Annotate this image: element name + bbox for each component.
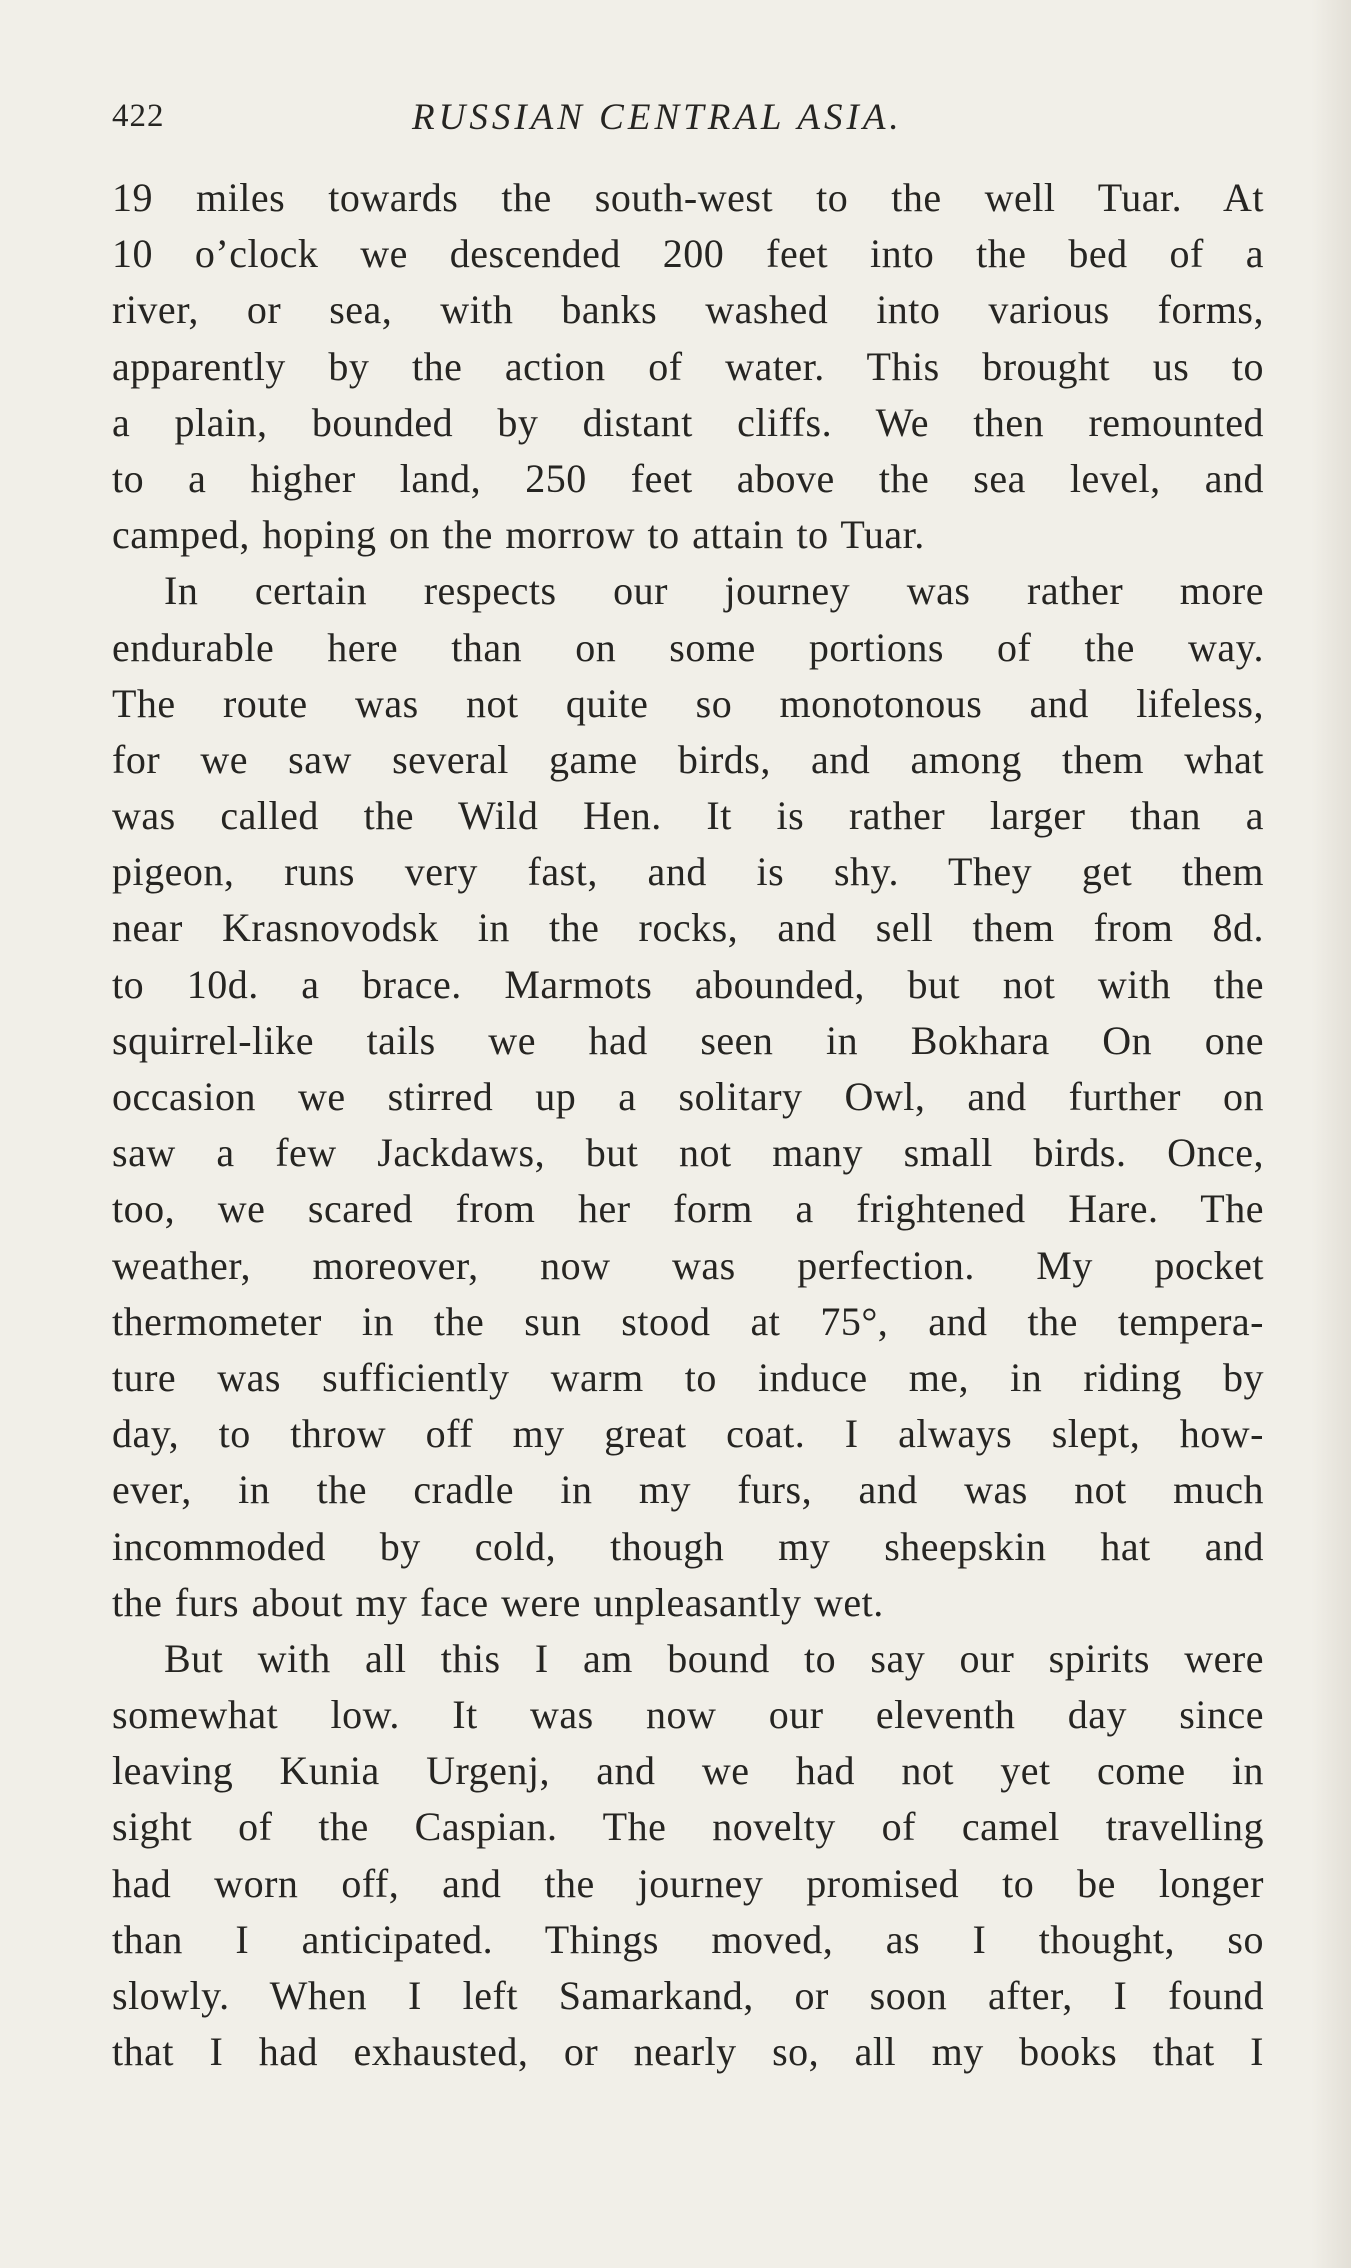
- text-line: a plain, bounded by distant cliffs. We then remounted: [112, 399, 1264, 445]
- page-number: 422: [112, 98, 165, 134]
- text-line: near Krasnovodsk in the rocks, and sell them from 8d.: [112, 905, 1264, 951]
- text-line: endurable here than on some portions of the way.: [112, 624, 1264, 670]
- text-line: day, to throw off my great coat. I always slept, how-: [112, 1411, 1264, 1457]
- text-line: 10 o’clock we descended 200 feet into the bed of a: [112, 231, 1264, 277]
- text-line: occasion we stirred up a solitary Owl, and further on: [112, 1074, 1264, 1119]
- text-line: The route was not quite so monotonous and lifeless,: [112, 680, 1264, 726]
- text-line: pigeon, runs very fast, and is shy. They get them: [112, 849, 1264, 895]
- text-line: ture was sufficiently warm to induce me, in riding by: [112, 1354, 1264, 1400]
- text-line: than I anticipated. Things moved, as I thought, so: [112, 1916, 1264, 1962]
- text-line: had worn off, and the journey promised to be longer: [112, 1860, 1264, 1906]
- text-line: the furs about my face were unpleasantly wet.: [112, 1579, 884, 1625]
- text-line: to 10d. a brace. Marmots abounded, but not with the: [112, 961, 1264, 1007]
- text-line: incommoded by cold, though my sheepskin hat and: [112, 1523, 1264, 1569]
- body-text: [112, 170, 1264, 2080]
- text-line: river, or sea, with banks washed into various forms,: [112, 287, 1264, 333]
- text-line: somewhat low. It was now our eleventh day since: [112, 1692, 1264, 1738]
- text-line: saw a few Jackdaws, but not many small birds. Once,: [112, 1130, 1264, 1176]
- text-line: ever, in the cradle in my furs, and was not much: [112, 1467, 1264, 1513]
- text-line: apparently by the action of water. This brought us to: [112, 343, 1264, 389]
- text-line: sight of the Caspian. The novelty of camel travelling: [112, 1804, 1264, 1850]
- text-line: thermometer in the sun stood at 75°, and the tempera-: [112, 1298, 1264, 1344]
- text-line: for we saw several game birds, and among them what: [112, 736, 1264, 782]
- page-edge-shadow: [1311, 0, 1351, 2268]
- running-head: [112, 98, 1264, 148]
- text-line: In certain respects our journey was rather more: [164, 568, 1264, 614]
- text-line: weather, moreover, now was perfection. My pocket: [112, 1242, 1264, 1288]
- text-line: squirrel-like tails we had seen in Bokhara On one: [112, 1017, 1264, 1063]
- text-line: camped, hoping on the morrow to attain to Tuar.: [112, 512, 925, 558]
- text-line: to a higher land, 250 feet above the sea level, and: [112, 455, 1264, 501]
- text-line: slowly. When I left Samarkand, or soon after, I found: [112, 1973, 1264, 2018]
- text-line: was called the Wild Hen. It is rather larger than a: [112, 793, 1264, 839]
- text-line: too, we scared from her form a frightened Hare. The: [112, 1186, 1264, 1232]
- text-line: 19 miles towards the south-west to the well Tuar. At: [112, 175, 1264, 220]
- text-line: But with all this I am bound to say our spirits were: [164, 1635, 1264, 1681]
- running-title: RUSSIAN CENTRAL ASIA.: [412, 97, 903, 138]
- text-line: that I had exhausted, or nearly so, all my books that I: [112, 2029, 1264, 2075]
- text-line: leaving Kunia Urgenj, and we had not yet come in: [112, 1748, 1264, 1794]
